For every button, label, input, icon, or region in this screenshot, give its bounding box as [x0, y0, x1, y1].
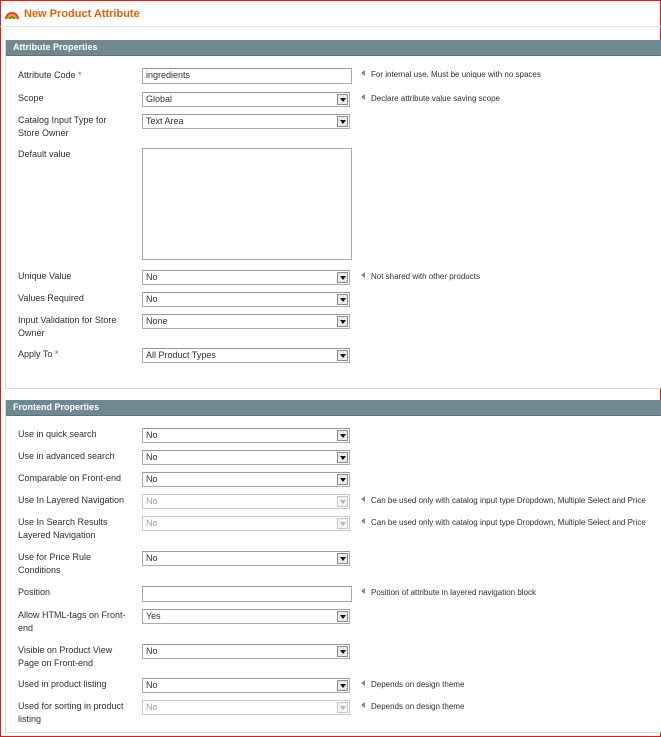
chevron-down-icon [337, 474, 348, 485]
chevron-down-icon [337, 350, 348, 361]
note-arrow-icon [361, 496, 365, 502]
unique-value-select[interactable]: No [142, 270, 350, 285]
chevron-down-icon [337, 496, 348, 507]
values-required-label: Values Required [18, 293, 84, 303]
layered-navigation-select: No [142, 494, 350, 509]
chevron-down-icon [337, 94, 348, 105]
layered-navigation-label: Use In Layered Navigation [18, 495, 125, 505]
chevron-down-icon [337, 702, 348, 713]
chevron-down-icon [337, 430, 348, 441]
html-tags-select[interactable]: Yes [142, 609, 350, 624]
price-rule-select[interactable]: No [142, 551, 350, 566]
required-mark: * [54, 349, 59, 359]
quick-search-select[interactable]: No [142, 428, 350, 443]
price-rule-label: Use for Price Rule Conditions [18, 552, 92, 575]
scope-select[interactable]: Global [142, 92, 350, 107]
attribute-code-input[interactable]: ingredients [142, 68, 352, 84]
sorting-note: Depends on design theme [361, 701, 661, 713]
product-listing-select[interactable]: No [142, 678, 350, 693]
values-required-select[interactable]: No [142, 292, 350, 307]
note-arrow-icon [361, 518, 365, 524]
position-note: Position of attribute in layered navigation block [361, 587, 661, 599]
scope-note: Declare attribute value saving scope [361, 93, 661, 105]
attribute-code-label: Attribute Code * [18, 70, 82, 80]
input-type-select[interactable]: Text Area [142, 114, 350, 129]
input-validation-select[interactable]: None [142, 314, 350, 329]
default-value-label: Default value [18, 149, 71, 159]
default-value-textarea[interactable] [142, 148, 352, 260]
chevron-down-icon [337, 518, 348, 529]
chevron-down-icon [337, 272, 348, 283]
rainbow-icon [5, 7, 19, 21]
scope-label: Scope [18, 93, 44, 103]
chevron-down-icon [337, 646, 348, 657]
note-arrow-icon [361, 70, 365, 76]
frontend-properties-section [5, 400, 661, 733]
visible-on-view-select[interactable]: No [142, 644, 350, 659]
advanced-search-select[interactable]: No [142, 450, 350, 465]
search-results-layered-select: No [142, 516, 350, 531]
section-heading: Attribute Properties [6, 40, 661, 56]
product-listing-note: Depends on design theme [361, 679, 661, 691]
required-mark: * [78, 70, 82, 80]
sorting-select: No [142, 700, 350, 715]
position-input[interactable] [142, 586, 352, 602]
input-validation-label: Input Validation for Store Owner [18, 315, 117, 338]
sorting-label: Used for sorting in product listing [18, 701, 124, 724]
note-arrow-icon [361, 680, 365, 686]
chevron-down-icon [337, 294, 348, 305]
attribute-properties-section [5, 40, 661, 389]
visible-on-view-label: Visible on Product View Page on Front-end [18, 645, 113, 668]
note-arrow-icon [361, 588, 365, 594]
note-arrow-icon [361, 272, 365, 278]
apply-to-label: Apply To * [18, 349, 59, 359]
section-heading: Frontend Properties [6, 400, 661, 416]
input-type-label: Catalog Input Type for Store Owner [18, 115, 107, 138]
unique-value-label: Unique Value [18, 271, 72, 281]
product-listing-label: Used in product listing [18, 679, 107, 689]
header-divider [0, 26, 661, 27]
chevron-down-icon [337, 680, 348, 691]
advanced-search-label: Use in advanced search [18, 451, 115, 461]
chevron-down-icon [337, 116, 348, 127]
note-arrow-icon [361, 94, 365, 100]
note-arrow-icon [361, 702, 365, 708]
chevron-down-icon [337, 316, 348, 327]
position-label: Position [18, 587, 51, 597]
html-tags-label: Allow HTML-tags on Front-end [18, 610, 126, 633]
comparable-label: Comparable on Front-end [18, 473, 122, 483]
unique-value-note: Not shared with other products [361, 271, 661, 283]
search-results-layered-label: Use In Search Results Layered Navigation [18, 517, 108, 540]
page-title: New Product Attribute [24, 8, 140, 20]
attribute-code-note: For internal use. Must be unique with no spaces [361, 69, 661, 81]
chevron-down-icon [337, 452, 348, 463]
chevron-down-icon [337, 611, 348, 622]
layered-navigation-note: Can be used only with catalog input type Dropdown, Multiple Select and Price [361, 495, 661, 507]
search-results-layered-note: Can be used only with catalog input type Dropdown, Multiple Select and Price [361, 517, 661, 529]
apply-to-select[interactable]: All Product Types [142, 348, 350, 363]
chevron-down-icon [337, 553, 348, 564]
page-header [5, 4, 645, 24]
comparable-select[interactable]: No [142, 472, 350, 487]
quick-search-label: Use in quick search [18, 429, 97, 439]
